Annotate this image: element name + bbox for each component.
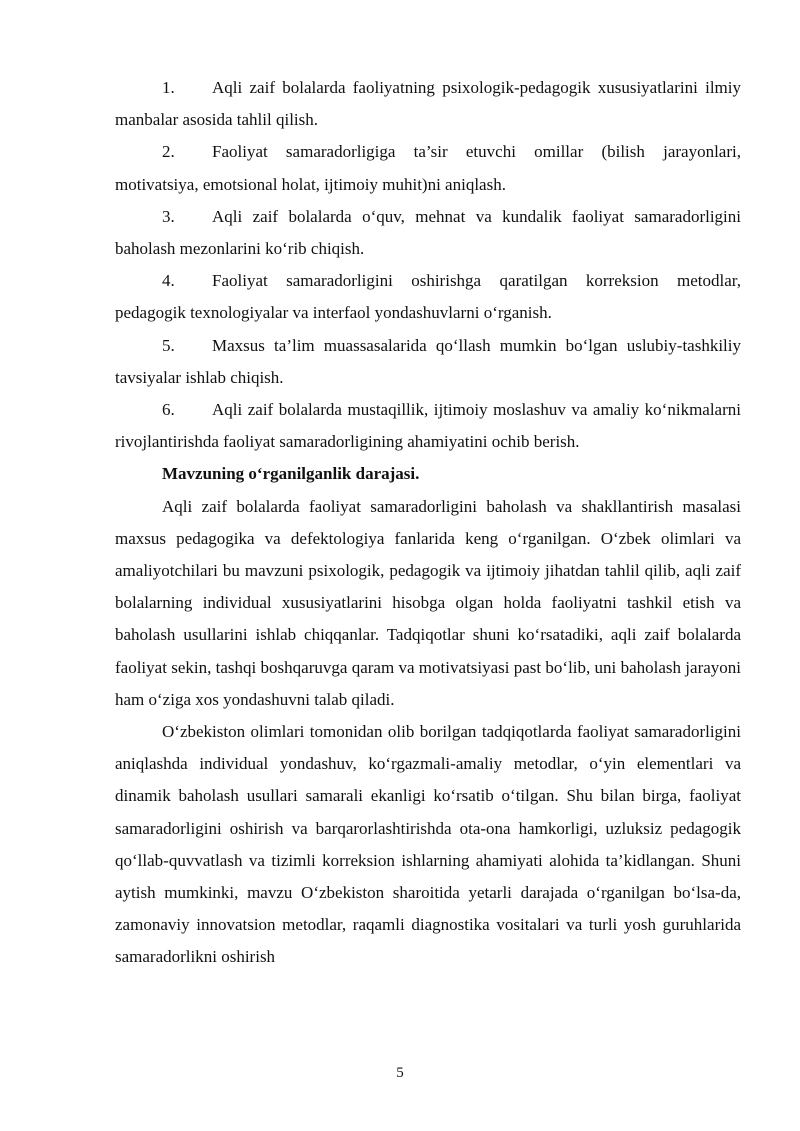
body-paragraph: O‘zbekiston olimlari tomonidan olib borilgan tadqiqotlarda faoliyat samaradorligini aniqlashda individual yondashuv, ko‘rgazmali-amaliy metodlar, o‘yin elementlari va dinamik baholash usullari samarali ekanligi ko‘rsatib o‘tilgan. Shu bilan birga, faoliyat samaradorligini oshirish va barqarorlashtirishda ota-ona hamkorligi, uzluksiz pedagogik qo‘llab-quvvatlash va tizimli korreksion ishlarning ahamiyati alohida ta’kidlangan. Shuni aytish mumkinki, mavzu O‘zbekiston sharoitida yetarli darajada o‘rganilgan bo‘lsa-da, zamonaviy innovatsion metodlar, raqamli diagnostika vositalari va turli yosh guruhlarida samaradorlikni oshirish <box>115 722 741 967</box>
section-heading: Mavzuning o‘rganilganlik darajasi. <box>162 464 420 484</box>
list-item-text: Aqli zaif bolalarda faoliyatning psixologik-pedagogik xususiyatlarini ilmiy manbalar asosida tahlil qilish. <box>115 78 741 130</box>
list-item-number: 6. <box>162 400 175 420</box>
list-item <box>115 72 741 136</box>
list-item-number: 2. <box>162 142 175 162</box>
list-item-text: Maxsus ta’lim muassasalarida qo‘llash mumkin bo‘lgan uslubiy-tashkiliy tavsiyalar ishlab chiqish. <box>115 335 741 387</box>
list-item <box>115 136 741 200</box>
list-item-text: Aqli zaif bolalarda mustaqillik, ijtimoiy moslashuv va amaliy ko‘nikmalarni rivojlantirishda faoliyat samaradorligining ahamiyatini ochib berish. <box>115 400 741 452</box>
list-item-text: Aqli zaif bolalarda o‘quv, mehnat va kundalik faoliyat samaradorligini baholash mezonlarini ko‘rib chiqish. <box>115 206 741 259</box>
list-item-number: 5. <box>162 335 175 355</box>
list-item <box>115 265 741 329</box>
list-item <box>115 330 741 394</box>
list-item-text: Faoliyat samaradorligini oshirishga qaratilgan korreksion metodlar, pedagogik texnologiyalar va interfaol yondashuvlarni o‘rganish. <box>115 271 741 323</box>
body-paragraph: Aqli zaif bolalarda faoliyat samaradorligini baholash va shakllantirish masalasi maxsus pedagogika va defektologiya fanlarida keng o‘rganilgan. O‘zbek olimlari va amaliyotchilari bu mavzuni psixologik, pedagogik va ijtimoiy jihatdan tahlil qilib, aqli zaif bolalarning individual xususiyatlarini hisobga olgan holda faoliyatni tashkil etish va baholash usullarini ishlab chiqqanlar. Tadqiqotlar shuni ko‘rsatadiki, aqli zaif bolalarda faoliyat sekin, tashqi boshqaruvga qaram va motivatsiyasi past bo‘lib, uni baholash jarayoni ham o‘ziga xos yondashuvni talab qiladi. <box>115 496 741 709</box>
list-item-number: 4. <box>162 271 175 291</box>
list-item-number: 3. <box>162 206 175 226</box>
list-item-number: 1. <box>162 78 175 97</box>
list-item <box>115 201 741 265</box>
list-item <box>115 394 741 458</box>
list-item-text: Faoliyat samaradorligiga ta’sir etuvchi omillar (bilish jarayonlari, motivatsiya, emotsional holat, ijtimoiy muhit)ni aniqlash. <box>115 142 741 194</box>
page-content <box>115 72 741 974</box>
page-number: 5 <box>396 1065 404 1081</box>
